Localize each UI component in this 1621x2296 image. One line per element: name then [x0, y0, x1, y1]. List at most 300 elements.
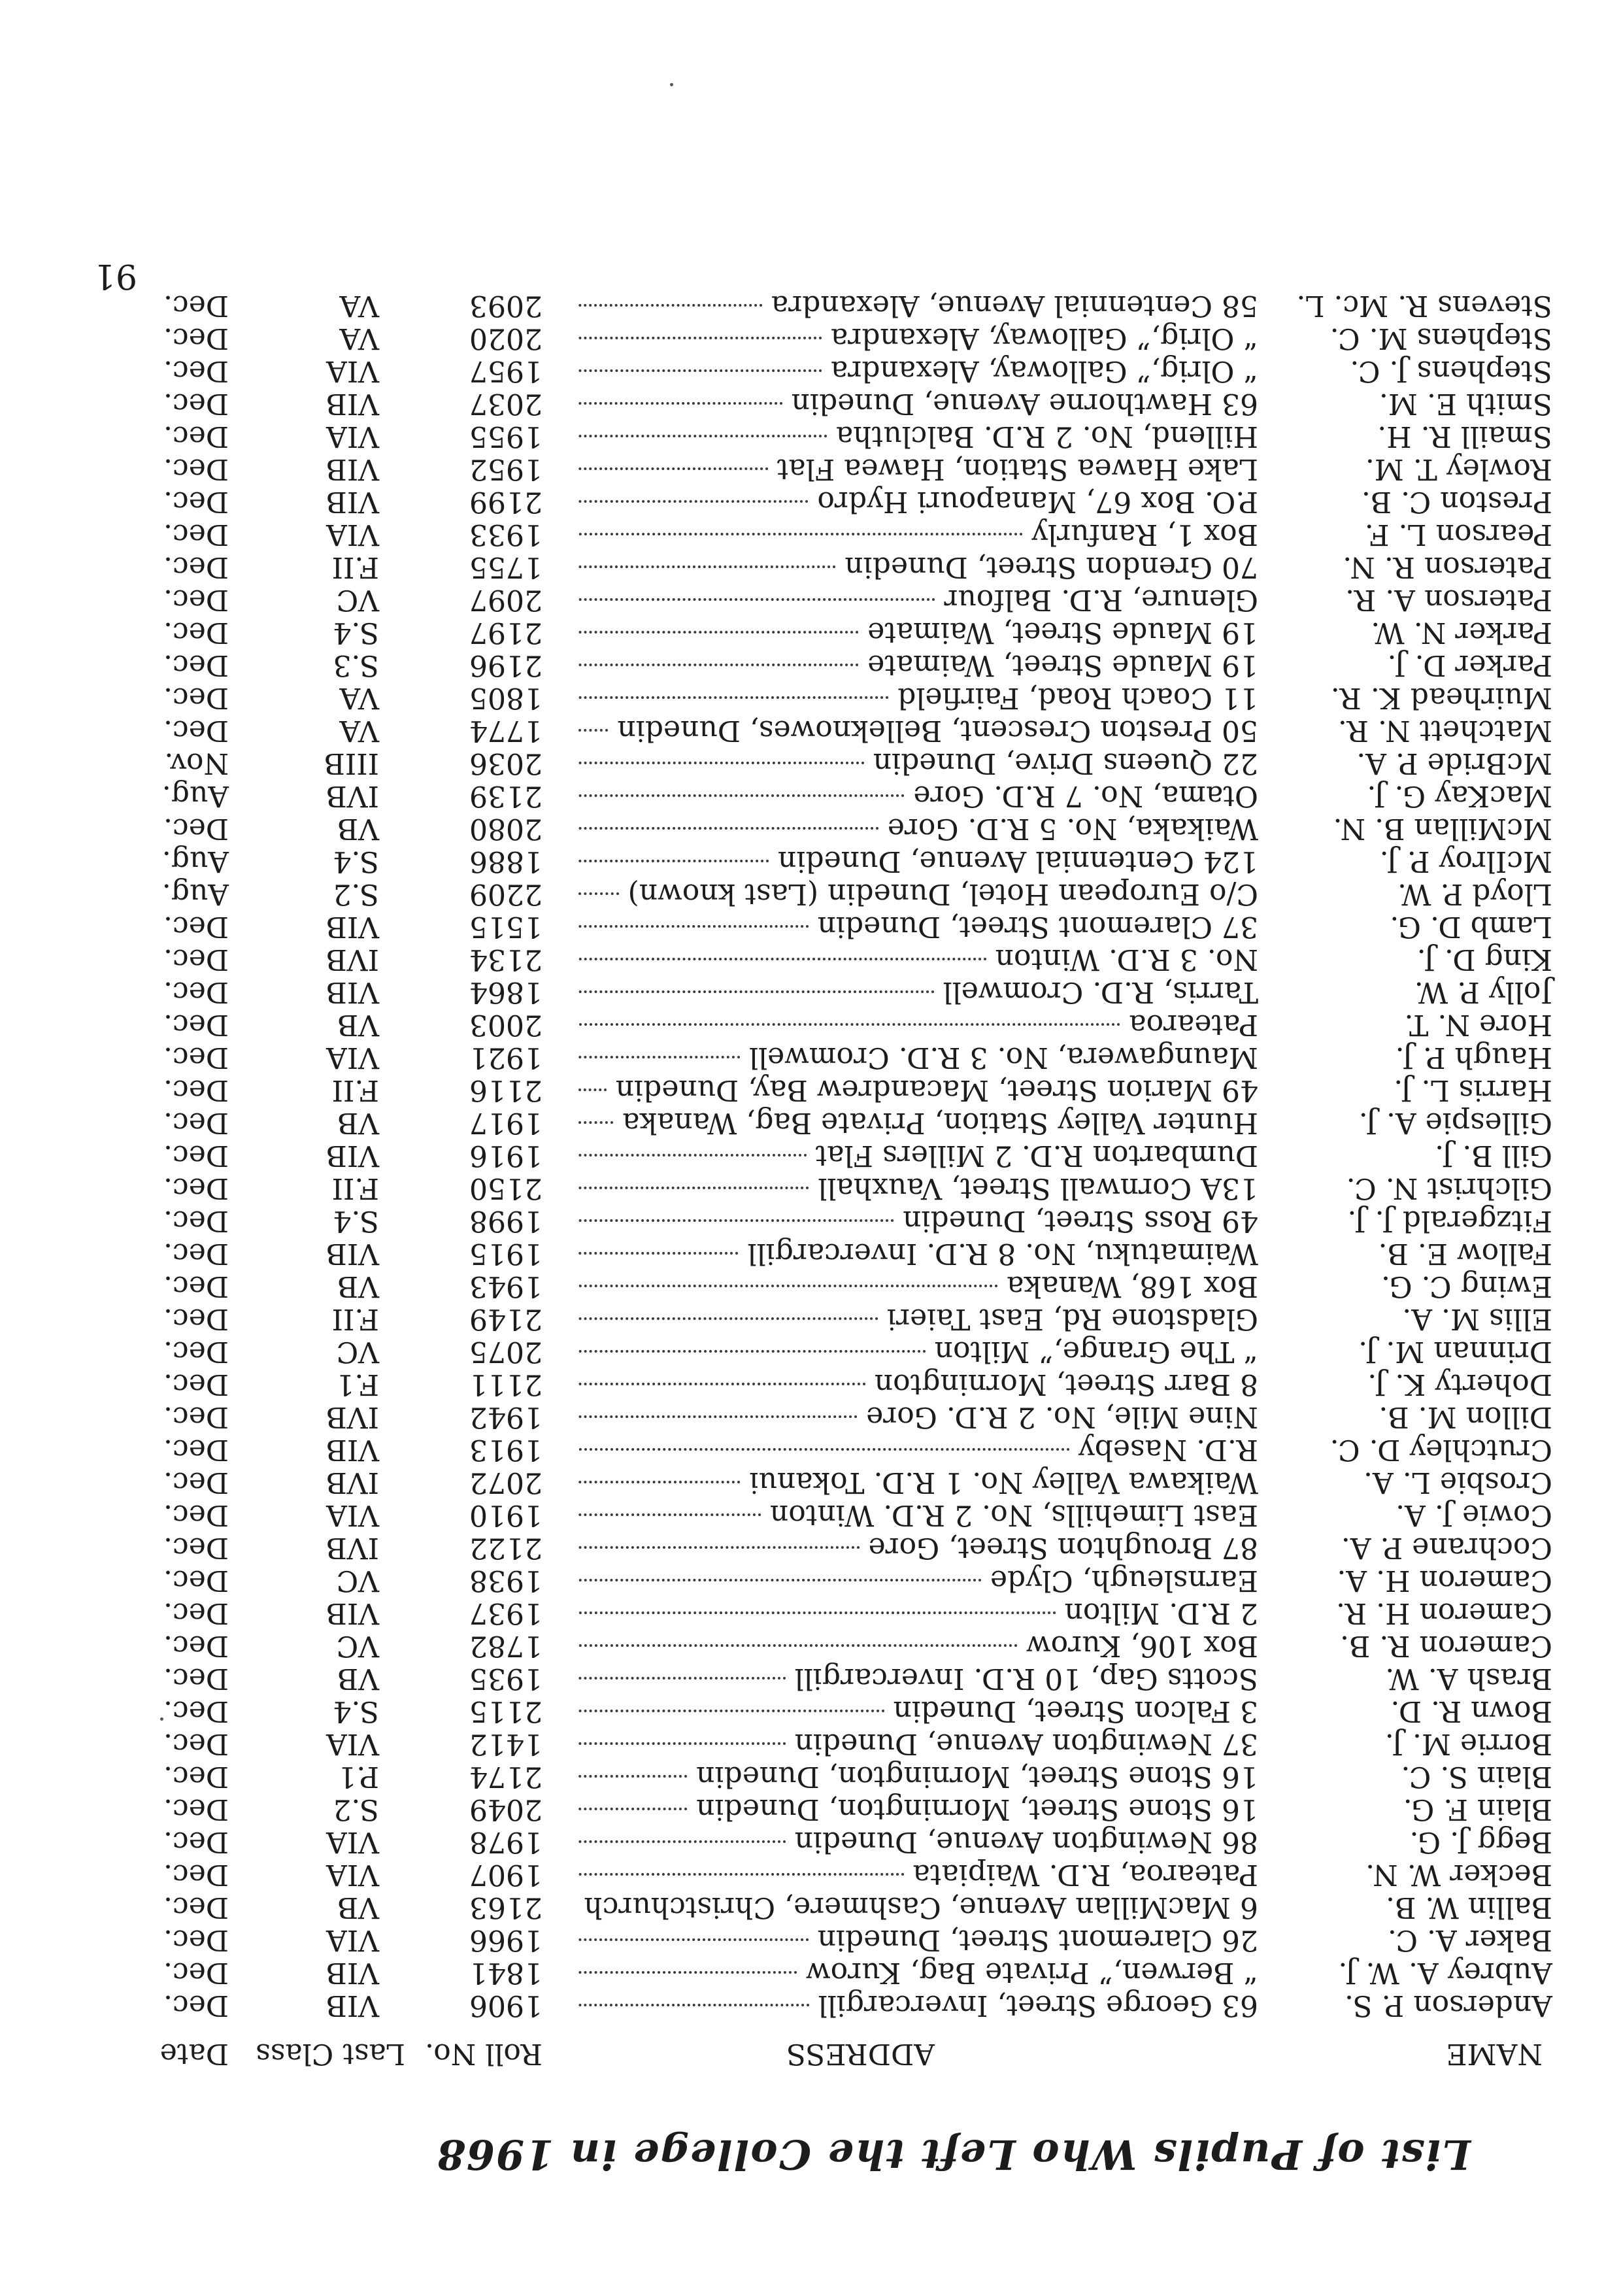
roll-number: 2134: [469, 943, 543, 976]
dot-leader: [578, 631, 858, 633]
pupil-name: Fallow E. B.: [1378, 1237, 1552, 1270]
last-class: VIA: [326, 1498, 379, 1532]
pupil-name: Borrie M. J.: [1384, 1727, 1552, 1761]
dot-leader: [578, 860, 769, 862]
table-row: [0, 583, 1621, 616]
leave-date: Dec.: [163, 1825, 229, 1859]
pupil-address-cell: [565, 387, 1258, 420]
table-row: [0, 975, 1621, 1008]
leave-date: Dec.: [163, 1596, 229, 1630]
leave-date: Dec.: [163, 550, 229, 584]
header-date: Date: [159, 2037, 229, 2070]
pupil-name: Crutchley D. C.: [1329, 1433, 1552, 1466]
pupil-address: “ Berwen,” Private Bag, Kurow: [805, 1956, 1258, 1989]
header-address: ADDRESS: [786, 2037, 935, 2070]
pupil-name: Lloyd P. W.: [1397, 877, 1552, 911]
leave-date: Dec.: [163, 975, 229, 1009]
last-class: S.4: [333, 1204, 379, 1238]
pupil-name: Paterson R. N.: [1343, 550, 1552, 584]
roll-number: 1937: [469, 1596, 543, 1630]
pupil-address-cell: [565, 1400, 1258, 1433]
leave-date: Dec.: [163, 1629, 229, 1663]
pupil-name: Stephens J. C.: [1350, 354, 1552, 388]
table-row: [0, 1106, 1621, 1139]
pupil-address-cell: [565, 943, 1258, 975]
pupil-address-cell: [565, 1858, 1258, 1891]
pupil-name: Anderson P. S.: [1345, 1989, 1552, 2022]
dot-leader: [578, 566, 835, 568]
table-row: [0, 812, 1621, 845]
roll-number: 1412: [469, 1727, 543, 1761]
pupil-name: Becker W. N.: [1365, 1858, 1552, 1891]
pupil-name: Cochrane P. A.: [1341, 1531, 1552, 1564]
pupil-address-cell: [565, 681, 1258, 714]
pupil-name: Haugh P. J.: [1395, 1041, 1552, 1074]
roll-number: 1998: [469, 1204, 543, 1238]
table-row: [0, 649, 1621, 681]
dot-leader: [578, 1317, 878, 1320]
leave-date: Dec.: [163, 1498, 229, 1532]
table-row: [0, 877, 1621, 910]
leave-date: Dec.: [163, 1073, 229, 1107]
roll-number: 2174: [469, 1760, 543, 1793]
pupil-address-cell: [565, 1596, 1258, 1629]
pupil-name: King D. J.: [1416, 943, 1552, 976]
table-row: [0, 1923, 1621, 1956]
table-row: [0, 1564, 1621, 1596]
pupil-address-cell: [565, 322, 1258, 354]
pupil-name: Cameron R. B.: [1340, 1629, 1552, 1663]
pupil-address: “ The Grange,” Milton: [934, 1335, 1258, 1368]
table-row: [0, 452, 1621, 485]
pupil-name: Blain S. C.: [1401, 1760, 1552, 1793]
dot-leader: [578, 304, 762, 307]
pupil-name: Ewing C. G.: [1381, 1270, 1552, 1303]
last-class: IVB: [326, 1466, 379, 1499]
dot-leader: [578, 1612, 1056, 1614]
pupil-address-cell: [565, 1923, 1258, 1956]
pupil-address: P.O. Box 67, Manapouri Hydro: [817, 485, 1258, 518]
roll-number: 2149: [469, 1302, 543, 1336]
leave-date: Dec.: [163, 943, 229, 976]
leave-date: Dec.: [163, 354, 229, 388]
table-row: [0, 845, 1621, 877]
table-row: [0, 1270, 1621, 1302]
scan-speck: [670, 83, 673, 86]
header-roll-no: Roll No.: [425, 2037, 543, 2070]
leave-date: Dec.: [163, 452, 229, 486]
page-number: 91: [93, 256, 137, 295]
roll-number: 1910: [469, 1498, 543, 1532]
pupil-address: 70 Grendon Street, Dunedin: [844, 550, 1258, 584]
last-class: VC: [336, 1335, 379, 1368]
pupil-address: Gladstone Rd, East Taieri: [887, 1302, 1258, 1336]
dot-leader: [578, 533, 1022, 535]
pupil-name: Drinnan M. J.: [1358, 1335, 1552, 1368]
pupil-name: Stephens M. C.: [1329, 322, 1552, 355]
leave-date: Dec.: [163, 1564, 229, 1597]
last-class: S.4: [333, 616, 379, 649]
dot-leader: [578, 1383, 865, 1385]
table-row: [0, 910, 1621, 943]
pupil-name: Bown R. D.: [1390, 1695, 1552, 1728]
pupil-address-cell: [565, 1368, 1258, 1400]
pupil-name: Cameron H. R.: [1336, 1596, 1552, 1630]
pupil-address-cell: [565, 1073, 1258, 1106]
roll-number: 2049: [469, 1793, 543, 1826]
pupil-address: 63 Hawthorne Avenue, Dunedin: [791, 387, 1258, 420]
dot-leader: [578, 598, 935, 601]
leave-date: Aug.: [161, 845, 229, 878]
last-class: VIB: [326, 1433, 379, 1466]
table-row: [0, 1695, 1621, 1727]
pupil-address: 49 Marion Street, Macandrew Bay, Dunedin: [615, 1073, 1258, 1107]
pupil-address: 13A Cornwall Street, Vauxhall: [818, 1172, 1258, 1205]
pupil-address: 6 MacMillan Avenue, Cashmere, Christchurch: [584, 1891, 1258, 1924]
table-row: [0, 681, 1621, 714]
pupil-address-cell: [565, 1564, 1258, 1596]
dot-leader: [578, 1187, 809, 1189]
leave-date: Dec.: [163, 1400, 229, 1434]
table-row: [0, 420, 1621, 452]
pupil-address: Tarris, R.D. Cromwell: [943, 975, 1258, 1009]
table-row: [0, 387, 1621, 420]
pupil-address-cell: [565, 1989, 1258, 2021]
dot-leader: [578, 1546, 860, 1549]
dot-leader: [578, 1252, 738, 1255]
dot-leader: [578, 1154, 807, 1156]
pupil-address-cell: [565, 1891, 1258, 1923]
dot-leader: [578, 435, 827, 437]
roll-number: 1921: [469, 1041, 543, 1074]
pupil-address: 50 Preston Crescent, Belleknowes, Dunedin: [617, 714, 1258, 747]
dot-leader: [578, 1742, 786, 1745]
pupil-address: 22 Queens Drive, Dunedin: [873, 747, 1258, 780]
dot-leader: [578, 925, 809, 928]
pupil-address-cell: [565, 1662, 1258, 1695]
roll-number: 1886: [469, 845, 543, 878]
roll-number: 1955: [469, 420, 543, 453]
pupil-address: 3 Falcon Street, Dunedin: [893, 1695, 1258, 1728]
leave-date: Aug.: [161, 779, 229, 813]
roll-number: 2139: [469, 779, 543, 813]
leave-date: Dec.: [163, 1695, 229, 1728]
leave-date: Dec.: [163, 485, 229, 518]
pupil-name: Gillespie A. J.: [1358, 1106, 1552, 1140]
pupil-address-cell: [565, 583, 1258, 616]
pupil-name: Jolly P. W.: [1414, 975, 1552, 1009]
table-row: [0, 1825, 1621, 1858]
roll-number: 2116: [469, 1073, 543, 1107]
leave-date: Dec.: [163, 1106, 229, 1140]
dot-leader: [578, 1448, 1069, 1451]
pupil-address-cell: [565, 420, 1258, 452]
roll-number: 2115: [469, 1695, 543, 1728]
last-class: VC: [336, 583, 379, 616]
leave-date: Dec.: [163, 1139, 229, 1172]
pupil-address-cell: [565, 1956, 1258, 1989]
pupil-name: McBride P. A.: [1356, 747, 1552, 780]
pupil-address: Nine Mile, No. 2 R.D. Gore: [866, 1400, 1258, 1434]
dot-leader: [578, 892, 619, 895]
leave-date: Dec.: [163, 322, 229, 355]
pupil-address-cell: [565, 877, 1258, 910]
dot-leader: [578, 500, 808, 503]
table-row: [0, 1629, 1621, 1662]
leave-date: Dec.: [163, 1335, 229, 1368]
last-class: F.II: [331, 550, 379, 584]
last-class: VIB: [326, 1139, 379, 1172]
pupil-address-cell: [565, 845, 1258, 877]
last-class: VIA: [326, 1727, 379, 1761]
table-row: [0, 1172, 1621, 1204]
pupil-address-cell: [565, 1237, 1258, 1270]
roll-number: 1774: [469, 714, 543, 747]
last-class: VIB: [326, 1956, 379, 1989]
last-class: IVB: [326, 943, 379, 976]
dot-leader: [578, 1775, 687, 1778]
pupil-address: Otama, No. 7 R.D. Gore: [913, 779, 1258, 813]
pupil-address-cell: [565, 518, 1258, 550]
last-class: IVB: [326, 1400, 379, 1434]
pupil-address-cell: [565, 289, 1258, 322]
last-class: S.4: [333, 1695, 379, 1728]
pupil-address: 49 Ross Street, Dunedin: [903, 1204, 1258, 1238]
dot-leader: [578, 1873, 904, 1876]
leave-date: Dec.: [163, 1727, 229, 1761]
last-class: F.1: [336, 1368, 379, 1401]
pupil-address: “ Olrig,” Galloway, Alexandra: [831, 322, 1258, 355]
pupil-address: Box 106, Kurow: [1026, 1629, 1258, 1663]
leave-date: Dec.: [163, 649, 229, 682]
table-row: [0, 1662, 1621, 1695]
roll-number: 1841: [469, 1956, 543, 1989]
pupil-address: C/o European Hotel, Dunedin (Last known): [627, 877, 1258, 911]
table-row: [0, 1008, 1621, 1041]
pupil-name: Cameron H. A.: [1337, 1564, 1552, 1597]
last-class: VB: [337, 1008, 379, 1041]
leave-date: Dec.: [163, 289, 229, 322]
roll-number: 2209: [469, 877, 543, 911]
table-row: [0, 1498, 1621, 1531]
pupil-address: 124 Centennial Avenue, Dunedin: [778, 845, 1258, 878]
pupil-address: 37 Claremont Street, Dunedin: [817, 910, 1258, 943]
leave-date: Dec.: [163, 1793, 229, 1826]
pupil-address: 2 R.D. Milton: [1064, 1596, 1258, 1630]
table-row: [0, 1596, 1621, 1629]
roll-number: 2080: [469, 812, 543, 845]
last-class: VC: [336, 1629, 379, 1663]
pupil-name: Dillon M. B.: [1379, 1400, 1552, 1434]
dot-leader: [578, 1677, 786, 1680]
dot-leader: [578, 1285, 997, 1287]
leave-date: Dec.: [163, 1433, 229, 1466]
dot-leader: [578, 1121, 613, 1124]
pupil-name: Cowie J. A.: [1395, 1498, 1552, 1532]
pupil-address: Dumbarton R.D. 2 Millers Flat: [815, 1139, 1258, 1172]
pupil-address: Box 168, Wanaka: [1007, 1270, 1258, 1303]
table-row: [0, 1368, 1621, 1400]
leave-date: Dec.: [163, 583, 229, 616]
pupil-address: “ Olrig,” Galloway, Alexandra: [831, 354, 1258, 388]
table-row: [0, 1989, 1621, 2021]
pupil-address-cell: [565, 1204, 1258, 1237]
pupil-name: Blain F. G.: [1403, 1793, 1552, 1826]
roll-number: 1913: [469, 1433, 543, 1466]
dot-leader: [578, 467, 768, 470]
pupil-address: No. 3 R.D. Winton: [995, 943, 1258, 976]
roll-number: 1917: [469, 1106, 543, 1140]
pupil-name: Parker N. W.: [1371, 616, 1552, 649]
dot-leader: [578, 1481, 740, 1483]
pupil-name: Pearson L. F.: [1364, 518, 1552, 551]
dot-leader: [578, 1579, 981, 1581]
pupil-name: Preston C. B.: [1361, 485, 1552, 518]
roll-number: 2150: [469, 1172, 543, 1205]
last-class: IIIB: [324, 747, 379, 780]
pupil-address: Lake Hawea Station, Hawea Flat: [777, 452, 1258, 486]
roll-number: 2003: [469, 1008, 543, 1041]
table-row: [0, 616, 1621, 649]
leave-date: Dec.: [163, 1466, 229, 1499]
roll-number: 2037: [469, 387, 543, 420]
pupil-address-cell: [565, 714, 1258, 747]
pupil-name: Brash A. W.: [1385, 1662, 1552, 1695]
roll-number: 1755: [469, 550, 543, 584]
last-class: VIA: [326, 1825, 379, 1859]
pupil-name: Baker A. C.: [1387, 1923, 1552, 1957]
dot-leader: [578, 990, 934, 993]
roll-number: 1907: [469, 1858, 543, 1891]
pupil-address-cell: [565, 1760, 1258, 1793]
pupil-name: Rowley T. M.: [1365, 452, 1552, 486]
pupil-address-cell: [565, 616, 1258, 649]
leave-date: Dec.: [163, 387, 229, 420]
header-name: NAME: [1446, 2037, 1543, 2070]
leave-date: Dec.: [163, 1008, 229, 1041]
table-row: [0, 1760, 1621, 1793]
leave-date: Dec.: [163, 1041, 229, 1074]
roll-number: 2072: [469, 1466, 543, 1499]
pupil-name: McIlroy P. J.: [1379, 845, 1552, 878]
leave-date: Dec.: [163, 1531, 229, 1564]
pupil-address-cell: [565, 1302, 1258, 1335]
leave-date: Dec.: [163, 1923, 229, 1957]
leave-date: Dec.: [163, 1956, 229, 1989]
last-class: VIA: [326, 354, 379, 388]
last-class: VIB: [326, 1596, 379, 1630]
table-row: [0, 1073, 1621, 1106]
scan-speck: [160, 1717, 163, 1721]
last-class: VB: [337, 1106, 379, 1140]
dot-leader: [578, 729, 608, 732]
last-class: VIA: [326, 420, 379, 453]
roll-number: 1864: [469, 975, 543, 1009]
page-title: List of Pupils Who Left the College in 1968: [435, 2131, 1471, 2178]
header-last-class: Last Class: [256, 2037, 405, 2070]
pupil-address: 63 George Street, Invercargill: [818, 1989, 1258, 2022]
table-row: [0, 1433, 1621, 1466]
table-row: [0, 1466, 1621, 1498]
pupil-address-cell: [565, 1825, 1258, 1858]
last-class: VC: [336, 1564, 379, 1597]
pupil-address-cell: [565, 1172, 1258, 1204]
dot-leader: [578, 1513, 761, 1516]
pupil-name: Lamb D. G.: [1390, 910, 1552, 943]
leave-date: Dec.: [163, 1989, 229, 2022]
pupil-address: Scotts Gap, 10 R.D. Invercargill: [794, 1662, 1258, 1695]
leave-date: Dec.: [163, 1270, 229, 1303]
dot-leader: [578, 1644, 1017, 1647]
pupil-address-cell: [565, 1531, 1258, 1564]
last-class: VA: [339, 322, 379, 355]
pupil-address: Waikaka, No. 5 R.D. Gore: [887, 812, 1258, 845]
pupil-name: Harris L. J.: [1394, 1073, 1552, 1107]
leave-date: Dec.: [163, 518, 229, 551]
leave-date: Dec.: [163, 1891, 229, 1924]
roll-number: 2163: [469, 1891, 543, 1924]
table-row: [0, 747, 1621, 779]
last-class: VIB: [326, 485, 379, 518]
roll-number: 2122: [469, 1531, 543, 1564]
table-row: [0, 1858, 1621, 1891]
roll-number: 1957: [469, 354, 543, 388]
table-row: [0, 779, 1621, 812]
table-row: [0, 322, 1621, 354]
table-row: [0, 1956, 1621, 1989]
last-class: VB: [337, 812, 379, 845]
roll-number: 1515: [469, 910, 543, 943]
pupil-address: Waimatuku, No. 8 R.D. Invercargill: [747, 1237, 1258, 1270]
table-row: [0, 1041, 1621, 1073]
pupil-address: 19 Maude Street, Waimate: [867, 616, 1258, 649]
roll-number: 1978: [469, 1825, 543, 1859]
column-headers: [0, 2031, 1621, 2070]
last-class: VA: [339, 681, 379, 715]
dot-leader: [578, 958, 986, 960]
roll-number: 1915: [469, 1237, 543, 1270]
dot-leader: [578, 1056, 740, 1058]
last-class: VB: [337, 1891, 379, 1924]
table-row: [0, 550, 1621, 583]
dot-leader: [578, 1840, 786, 1843]
roll-number: 2196: [469, 649, 543, 682]
last-class: S.2: [333, 877, 379, 911]
leave-date: Dec.: [163, 1172, 229, 1205]
last-class: IVB: [326, 1531, 379, 1564]
table-row: [0, 1204, 1621, 1237]
roll-number: 1935: [469, 1662, 543, 1695]
table-row: [0, 518, 1621, 550]
roll-number: 2199: [469, 485, 543, 518]
table-row: [0, 354, 1621, 387]
roll-number: 2020: [469, 322, 543, 355]
pupil-name: Crosbie L. A.: [1363, 1466, 1552, 1499]
pupil-address: Earnsleugh, Clyde: [990, 1564, 1258, 1597]
roll-number: 1942: [469, 1400, 543, 1434]
last-class: VIB: [326, 452, 379, 486]
dot-leader: [578, 1023, 1120, 1026]
pupil-name: Fitzgerald J. J.: [1347, 1204, 1552, 1238]
pupil-address-cell: [565, 485, 1258, 518]
pupil-name: Smaill R. H.: [1377, 420, 1552, 453]
leave-date: Dec.: [163, 1237, 229, 1270]
pupil-name: McMillan B. N.: [1333, 812, 1552, 845]
pupil-address: East Limehills, No. 2 R.D. Winton: [769, 1498, 1258, 1532]
roll-number: 1906: [469, 1989, 543, 2022]
dot-leader: [578, 1415, 857, 1418]
pupil-name: Paterson A. R.: [1345, 583, 1552, 616]
